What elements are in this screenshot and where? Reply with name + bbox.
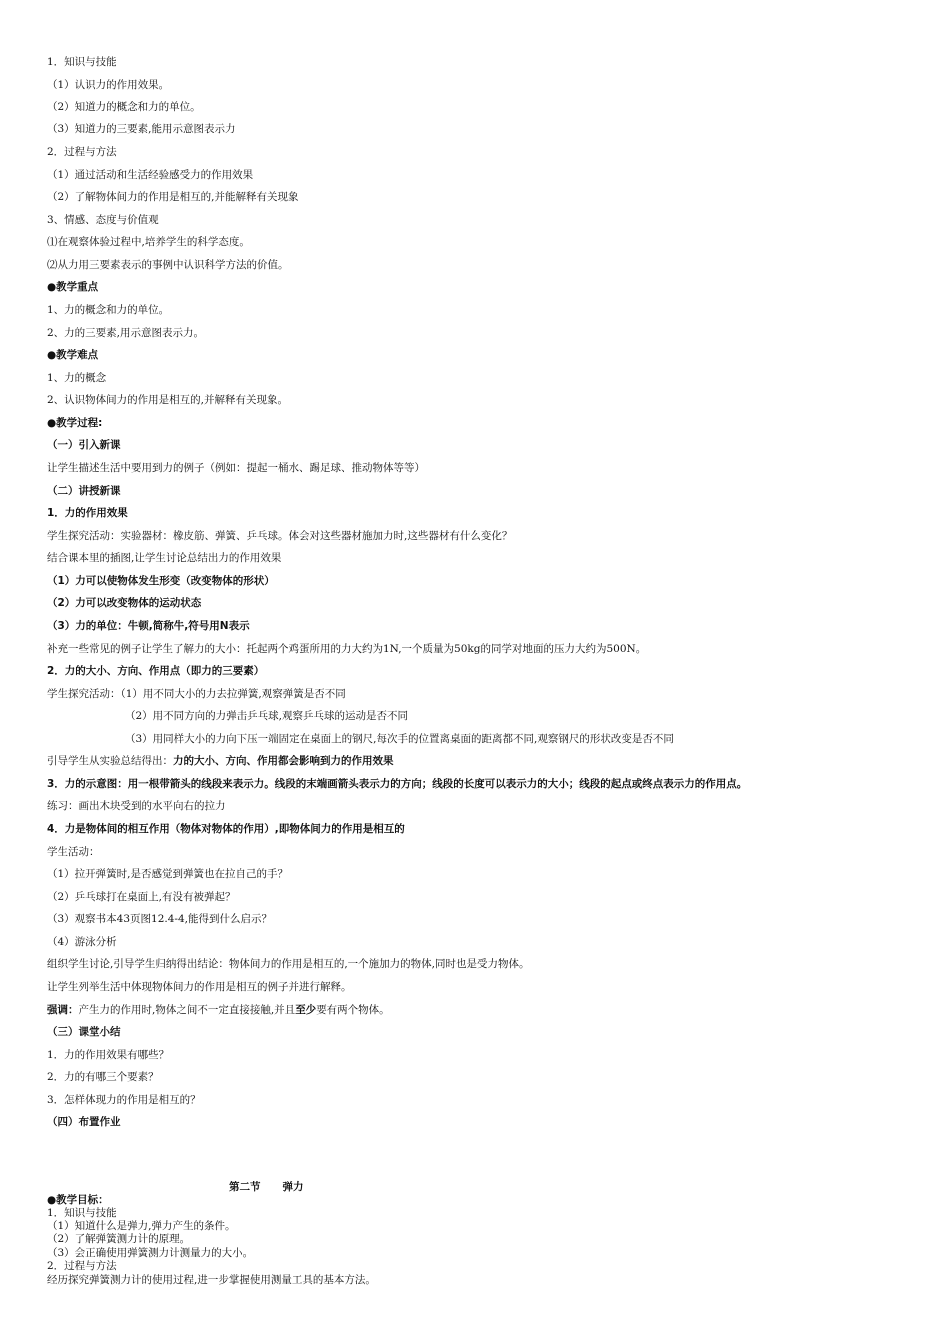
bold-line: （3）力的单位：牛顿,简称牛,符号用N表示 bbox=[47, 620, 250, 632]
text-line: 2．过程与方法 bbox=[47, 1260, 117, 1272]
subheading: 2．力的大小、方向、作用点（即力的三要素） bbox=[47, 665, 265, 677]
text-line: （1）拉开弹簧时,是否感觉到弹簧也在拉自己的手？ bbox=[47, 868, 289, 880]
emphasis-text: 产生力的作用时,物体之间不一定直接接触,并且 bbox=[78, 1004, 296, 1016]
section-title: 弹力 bbox=[282, 1181, 304, 1193]
subheading: 1．力的作用效果 bbox=[47, 507, 128, 519]
text-line: 3、情感、态度与价值观 bbox=[47, 214, 159, 226]
text-line: 学生探究活动：实验器材：橡皮筋、弹簧、乒乓球。体会对这些器材施加力时,这些器材有什么变化？ bbox=[47, 530, 513, 542]
bold-line: （1）力可以使物体发生形变（改变物体的形状） bbox=[47, 575, 275, 587]
text-line: （1）通过活动和生活经验感受力的作用效果 bbox=[47, 169, 254, 181]
text-line: 让学生描述生活中要用到力的例子（例如：提起一桶水、踢足球、推动物体等等） bbox=[47, 462, 425, 474]
subheading: （三）课堂小结 bbox=[47, 1026, 121, 1038]
heading-teaching-difficulty: ●教学难点 bbox=[47, 349, 99, 361]
text-line: 1、力的概念和力的单位。 bbox=[47, 304, 170, 316]
text-line: 3．怎样体现力的作用是相互的？ bbox=[47, 1094, 201, 1106]
text-line: 1．知识与技能 bbox=[47, 1207, 117, 1219]
text-line: （2）知道力的概念和力的单位。 bbox=[47, 101, 201, 113]
text-line: 经历探究弹簧测力计的使用过程,进一步掌握使用测量工具的基本方法。 bbox=[47, 1274, 376, 1286]
subheading: 4．力是物体间的相互作用（物体对物体的作用）,即物体间力的作用是相互的 bbox=[47, 823, 405, 835]
subheading: （二）讲授新课 bbox=[47, 485, 121, 497]
subheading: （一）引入新课 bbox=[47, 439, 121, 451]
text-line: 组织学生讨论,引导学生归纳得出结论：物体间力的作用是相互的,一个施加力的物体,同时也是受力物体。 bbox=[47, 958, 530, 970]
text-line: （3）知道力的三要素,能用示意图表示力 bbox=[47, 123, 236, 135]
text-line: （3）观察书本43页图12.4-4,能得到什么启示？ bbox=[47, 913, 272, 925]
text-line: ⑵从力用三要素表示的事例中认识科学方法的价值。 bbox=[47, 259, 289, 271]
conclusion-prefix: 引导学生从实验总结得出： bbox=[47, 755, 173, 767]
section-number: 第二节 bbox=[229, 1181, 261, 1193]
text-line: （2）了解弹簧测力计的原理。 bbox=[47, 1233, 191, 1245]
text-line: 学生活动： bbox=[47, 846, 100, 858]
text-line: （2）乒乓球打在桌面上,有没有被弹起？ bbox=[47, 891, 236, 903]
text-line: 1．力的作用效果有哪些？ bbox=[47, 1049, 170, 1061]
text-line: 1、力的概念 bbox=[47, 372, 107, 384]
text-line: （3）会正确使用弹簧测力计测量力的大小。 bbox=[47, 1247, 254, 1259]
emphasis-label: 强调： bbox=[47, 1004, 79, 1016]
text-line: （4）游泳分析 bbox=[47, 936, 117, 948]
text-line-indented: （3）用同样大小的力向下压一端固定在桌面上的钢尺,每次手的位置离桌面的距离都不同,观察钢尺的形状改变是否不同 bbox=[125, 733, 674, 745]
heading-teaching-goals: ●教学目标： bbox=[47, 1194, 109, 1206]
text-line: 结合课本里的插图,让学生讨论总结出力的作用效果 bbox=[47, 552, 282, 564]
conclusion-bold: 力的大小、方向、作用都会影响到力的作用效果 bbox=[173, 755, 394, 767]
text-line: 2．过程与方法 bbox=[47, 146, 117, 158]
subheading: （四）布置作业 bbox=[47, 1116, 121, 1128]
section-heading bbox=[229, 1180, 304, 1194]
bold-line: 3．力的示意图：用一根带箭头的线段来表示力。线段的末端画箭头表示力的方向；线段的长度可以表示力的大小；线段的起点或终点表示力的作用点。 bbox=[47, 778, 748, 790]
conclusion-line bbox=[47, 754, 394, 768]
emphasis-text: 要有两个物体。 bbox=[316, 1004, 390, 1016]
text-line: 2、力的三要素,用示意图表示力。 bbox=[47, 327, 205, 339]
text-line: 补充一些常见的例子让学生了解力的大小：托起两个鸡蛋所用的力大约为1N,一个质量为50kg的同学对地面的压力大约为500N。 bbox=[47, 643, 647, 655]
text-line: 1．知识与技能 bbox=[47, 56, 117, 68]
text-line: 练习：画出木块受到的水平向右的拉力 bbox=[47, 800, 226, 812]
text-line: （1）知道什么是弹力,弹力产生的条件。 bbox=[47, 1220, 236, 1232]
heading-teaching-process: ●教学过程: bbox=[47, 417, 103, 429]
text-line: （2）了解物体间力的作用是相互的,并能解释有关现象 bbox=[47, 191, 299, 203]
emphasis-line bbox=[47, 1003, 390, 1017]
emphasis-bold: 至少 bbox=[295, 1004, 317, 1016]
heading-teaching-focus: ●教学重点 bbox=[47, 281, 99, 293]
text-line: 2、认识物体间力的作用是相互的,并解释有关现象。 bbox=[47, 394, 289, 406]
text-line-indented: （2）用不同方向的力弹击乒乓球,观察乒乓球的运动是否不同 bbox=[125, 710, 409, 722]
text-line: 让学生列举生活中体现物体间力的作用是相互的例子并进行解释。 bbox=[47, 981, 352, 993]
text-line: 2．力的有哪三个要素？ bbox=[47, 1071, 159, 1083]
text-line: （1）认识力的作用效果。 bbox=[47, 79, 170, 91]
bold-line: （2）力可以改变物体的运动状态 bbox=[47, 597, 202, 609]
text-line: ⑴在观察体验过程中,培养学生的科学态度。 bbox=[47, 236, 250, 248]
text-line: 学生探究活动：（1）用不同大小的力去拉弹簧,观察弹簧是否不同 bbox=[47, 688, 346, 700]
